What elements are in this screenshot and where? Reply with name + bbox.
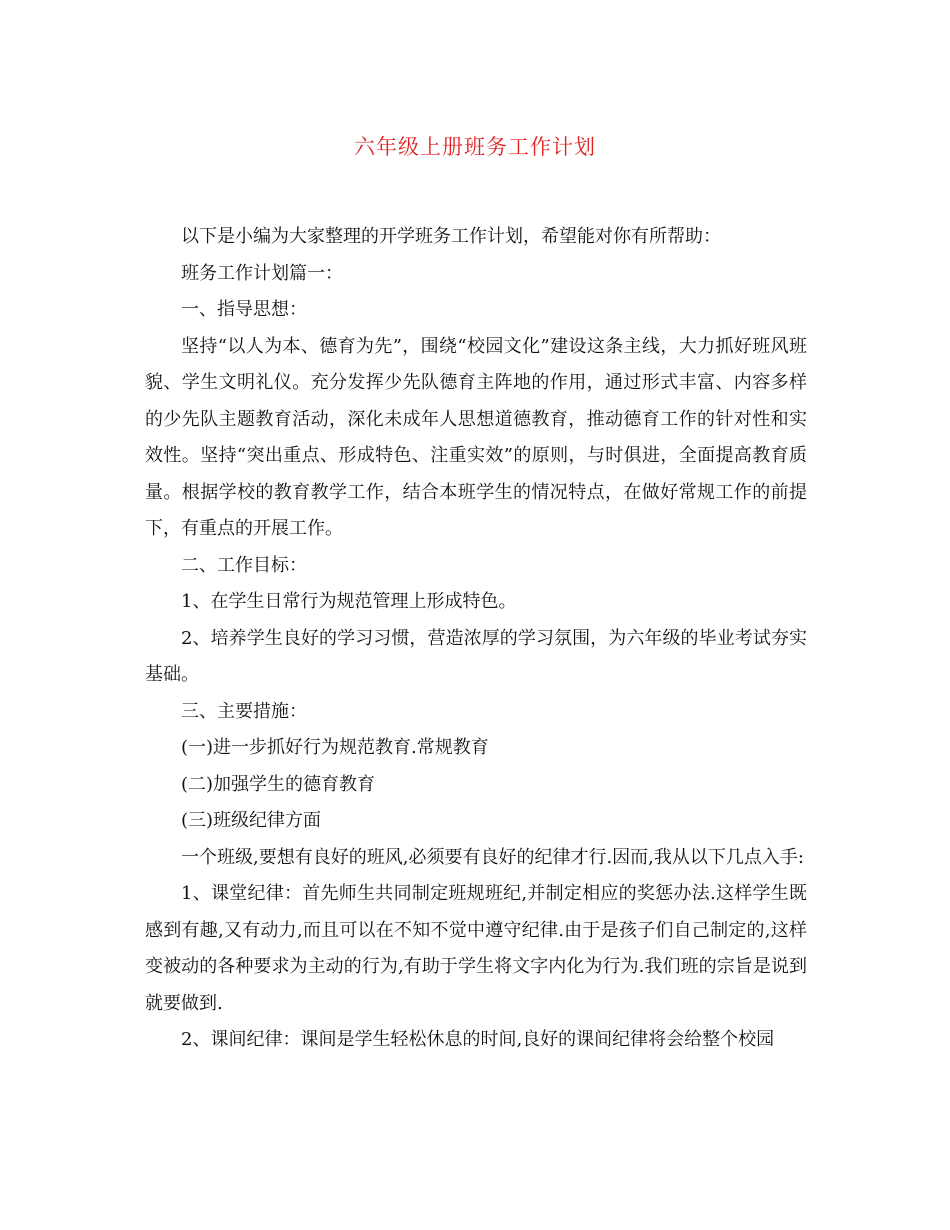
paragraph-plan-heading: 班务工作计划篇一：	[181, 262, 343, 284]
paragraph-discipline-intro: 一个班级,要想有良好的班风,必须要有良好的纪律才行.因而,我从以下几点入手:	[181, 846, 804, 868]
section-heading-work-goals: 二、工作目标：	[181, 554, 307, 576]
goal-item-2: 2、培养学生良好的学习习惯，营造浓厚的学习氛围，为六年级的毕业考试夯实基础。	[145, 627, 807, 685]
document-title: 六年级上册班务工作计划	[354, 135, 596, 159]
section-heading-guiding-thought: 一、指导思想：	[181, 299, 307, 320]
paragraph-intro: 以下是小编为大家整理的开学班务工作计划，希望能对你有所帮助：	[181, 226, 721, 247]
measure-item-3: (三)班级纪律方面	[181, 810, 322, 831]
measure-item-1: (一)进一步抓好行为规范教育.常规教育	[181, 737, 489, 758]
measure-item-2: (二)加强学生的德育教育	[181, 773, 376, 795]
paragraph-classroom-discipline: 1、课堂纪律：首先师生共同制定班规班纪,并制定相应的奖惩办法.这样学生既感到有趣,又有动力,而且可以在不知不觉中遵守纪律.由于是孩子们自己制定的,这样变被动的各种要求为主动的行为,有助于学生将文字内化为行为.我们班的宗旨是说到就要做到.	[145, 883, 807, 1014]
section-heading-measures: 三、主要措施：	[181, 700, 307, 722]
paragraph-guiding-thought: 坚持“以人为本、德育为先”，围绕“校园文化”建设这条主线，大力抓好班风班貌、学生文明礼仪。充分发挥少先队德育主阵地的作用，通过形式丰富、内容多样的少先队主题教育活动，深化未成年人思想道德教育，推动德育工作的针对性和实效性。坚持“突出重点、形成特色、注重实效”的原则，与时俱进，全面提高教育质量。根据学校的教育教学工作，结合本班学生的情况特点，在做好常规工作的前提下，有重点的开展工作。	[145, 335, 807, 539]
goal-item-1: 1、在学生日常行为规范管理上形成特色。	[181, 591, 517, 612]
document-body	[145, 219, 807, 1059]
paragraph-break-discipline: 2、课间纪律：课间是学生轻松休息的时间,良好的课间纪律将会给整个校园	[181, 1029, 775, 1050]
